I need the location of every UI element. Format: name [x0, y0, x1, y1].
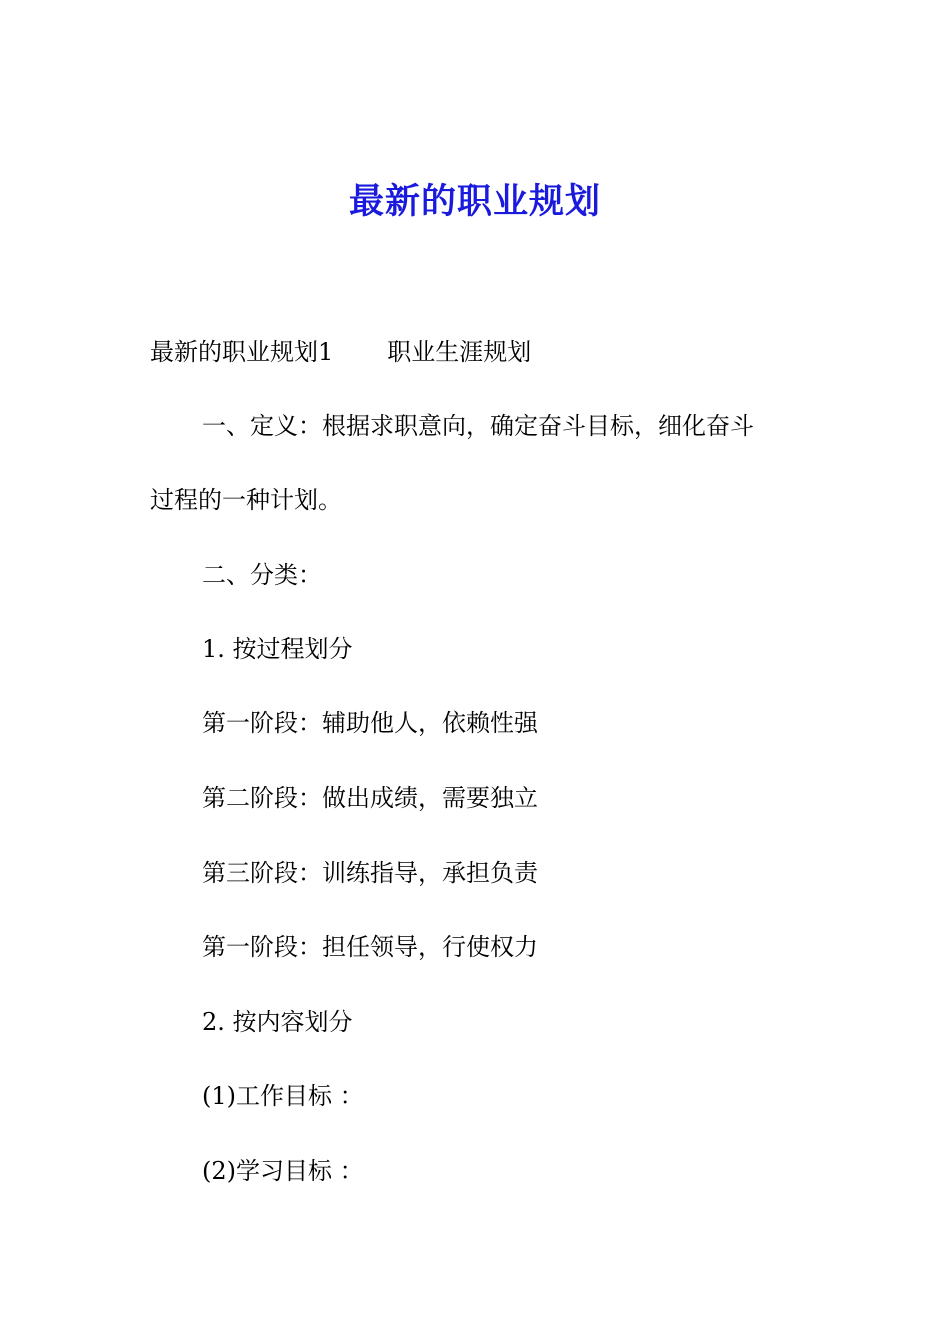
stage-item: 第一阶段：担任领导，行使权力 [202, 933, 538, 961]
by-process-heading: 1. 按过程划分 [202, 635, 353, 663]
goal-item: (1)工作目标 ： [202, 1082, 364, 1110]
section-heading-line [150, 334, 531, 370]
definition-line-2: 过程的一种计划。 [150, 486, 342, 514]
stage-item: 第三阶段：训练指导，承担负责 [202, 859, 538, 887]
section-subtitle: 职业生涯规划 [387, 338, 532, 366]
classification-heading: 二、分类： [202, 561, 322, 589]
document-title: 最新的职业规划 [348, 181, 601, 222]
definition-line-1: 一、定义：根据求职意向，确定奋斗目标，细化奋斗 [202, 412, 754, 440]
section-heading: 最新的职业规划1 [150, 338, 334, 366]
stage-item: 第二阶段：做出成绩，需要独立 [202, 784, 538, 812]
by-content-heading: 2. 按内容划分 [202, 1008, 353, 1036]
goal-item: (2)学习目标 ： [202, 1157, 364, 1185]
stage-item: 第一阶段：辅助他人，依赖性强 [202, 709, 538, 737]
